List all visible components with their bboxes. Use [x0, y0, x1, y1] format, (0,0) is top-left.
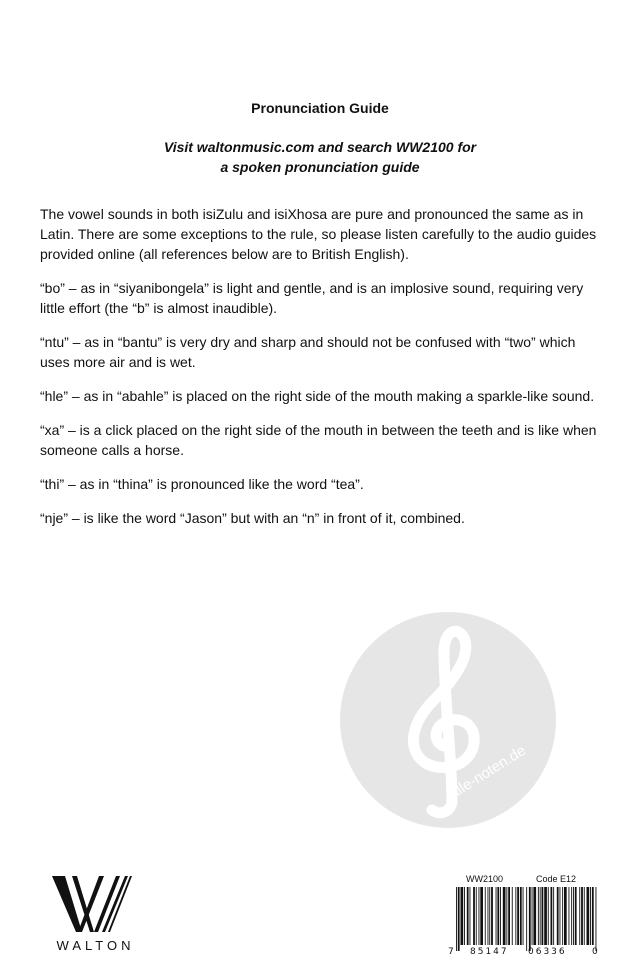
- barcode-bar: [532, 887, 533, 945]
- barcode-bar: [529, 887, 531, 951]
- barcode-bar: [571, 887, 572, 945]
- walton-wordmark: WALTON: [56, 938, 135, 953]
- barcode-bar: [587, 887, 590, 945]
- barcode-bar: [526, 887, 527, 951]
- watermark-text: alle-noten.de: [446, 741, 529, 803]
- barcode-bar: [473, 887, 475, 945]
- barcode-bar: [540, 887, 541, 945]
- walton-w-icon: [52, 876, 132, 934]
- barcode-bar: [544, 887, 547, 945]
- barcode-bar: [497, 887, 499, 945]
- catalog-number: WW2100: [466, 874, 504, 884]
- barcode-bar: [464, 887, 465, 945]
- barcode-bar: [581, 887, 583, 945]
- barcode-bar: [590, 887, 591, 945]
- barcode-digits-right: 06336: [528, 947, 567, 957]
- barcode-digits-left: 85147: [470, 947, 509, 957]
- barcode-bar: [584, 887, 585, 945]
- paragraph-nje: “nje” – is like the word “Jason” but with an “n” in front of it, combined.: [40, 510, 465, 526]
- barcode-bar: [506, 887, 507, 945]
- barcode-bar: [503, 887, 506, 945]
- barcode-bar: [467, 887, 469, 945]
- barcode-bar: [553, 887, 554, 945]
- barcode-bar: [562, 887, 563, 945]
- barcode-bar: [517, 887, 519, 945]
- price-code: Code E12: [536, 874, 577, 884]
- paragraph-ntu: “ntu” – as in “bantu” is very dry and sharp and should not be confused with “two” which uses more air and is wet.: [40, 334, 576, 370]
- walton-logo: [48, 876, 143, 956]
- barcode-bar: [456, 887, 457, 951]
- barcode-bar: [569, 887, 570, 945]
- body-text: [40, 204, 600, 542]
- watermark: [340, 612, 556, 828]
- barcode-bar: [512, 887, 513, 945]
- barcode-bar: [551, 887, 553, 945]
- barcode-bar: [479, 887, 480, 945]
- barcode-digit-first: 7: [448, 947, 454, 957]
- paragraph-hle: “hle” – as in “abahle” is placed on the right side of the mouth making a sparkle-like sound.: [40, 388, 595, 404]
- barcode-digit-last: 0: [592, 947, 598, 957]
- barcode-bar: [476, 887, 477, 945]
- subheading: [0, 137, 640, 177]
- barcode-bar: [548, 887, 549, 945]
- barcode-bar: [573, 887, 574, 945]
- barcode-bar: [491, 887, 493, 945]
- paragraph-thi: “thi” – as in “thina” is pronounced like the word “tea”.: [40, 476, 364, 492]
- barcode-bars: [456, 887, 598, 951]
- barcode-bar: [515, 887, 516, 945]
- paragraph-xa: “xa” – is a click placed on the right side of the mouth in between the teeth and is like when someone calls a horse.: [40, 422, 597, 458]
- barcode-bar: [579, 887, 580, 945]
- barcode-bar: [564, 887, 567, 945]
- barcode-bar: [489, 887, 490, 945]
- barcode-bar: [508, 887, 510, 945]
- barcode-bar: [596, 887, 597, 951]
- subheading-line-1: Visit waltonmusic.com and search WW2100 for: [163, 139, 477, 155]
- barcode-bar: [575, 887, 577, 945]
- barcode-bar: [488, 887, 489, 945]
- barcode-bar: [592, 887, 594, 945]
- barcode-bar: [470, 887, 471, 945]
- barcode-bar: [461, 887, 464, 945]
- barcode-bar: [500, 887, 501, 945]
- barcode-bar: [542, 887, 544, 945]
- subheading-line-2: a spoken pronunciation guide: [220, 159, 420, 175]
- barcode-bar: [523, 887, 524, 945]
- barcode-bar: [485, 887, 486, 945]
- barcode-bar: [538, 887, 539, 945]
- barcode-bar: [520, 887, 522, 945]
- barcode-bar: [560, 887, 561, 945]
- barcode-bar: [496, 887, 497, 945]
- barcode-bar: [533, 887, 536, 945]
- barcode-bar: [557, 887, 559, 945]
- barcode-block: [448, 874, 598, 964]
- paragraph-intro: The vowel sounds in both isiZulu and isiXhosa are pure and pronounced the same as in Latin. There are some exceptions to the rule, so please listen carefully to the audio guides provided online (all references below are to British English).: [40, 206, 597, 262]
- page-heading: Pronunciation Guide: [251, 100, 389, 116]
- barcode-bar: [480, 887, 483, 945]
- paragraph-bo: “bo” – as in “siyanibongela” is light and gentle, and is an implosive sound, requiring very little effort (the “b” is almost inaudible).: [40, 280, 584, 316]
- barcode-bar: [458, 887, 460, 951]
